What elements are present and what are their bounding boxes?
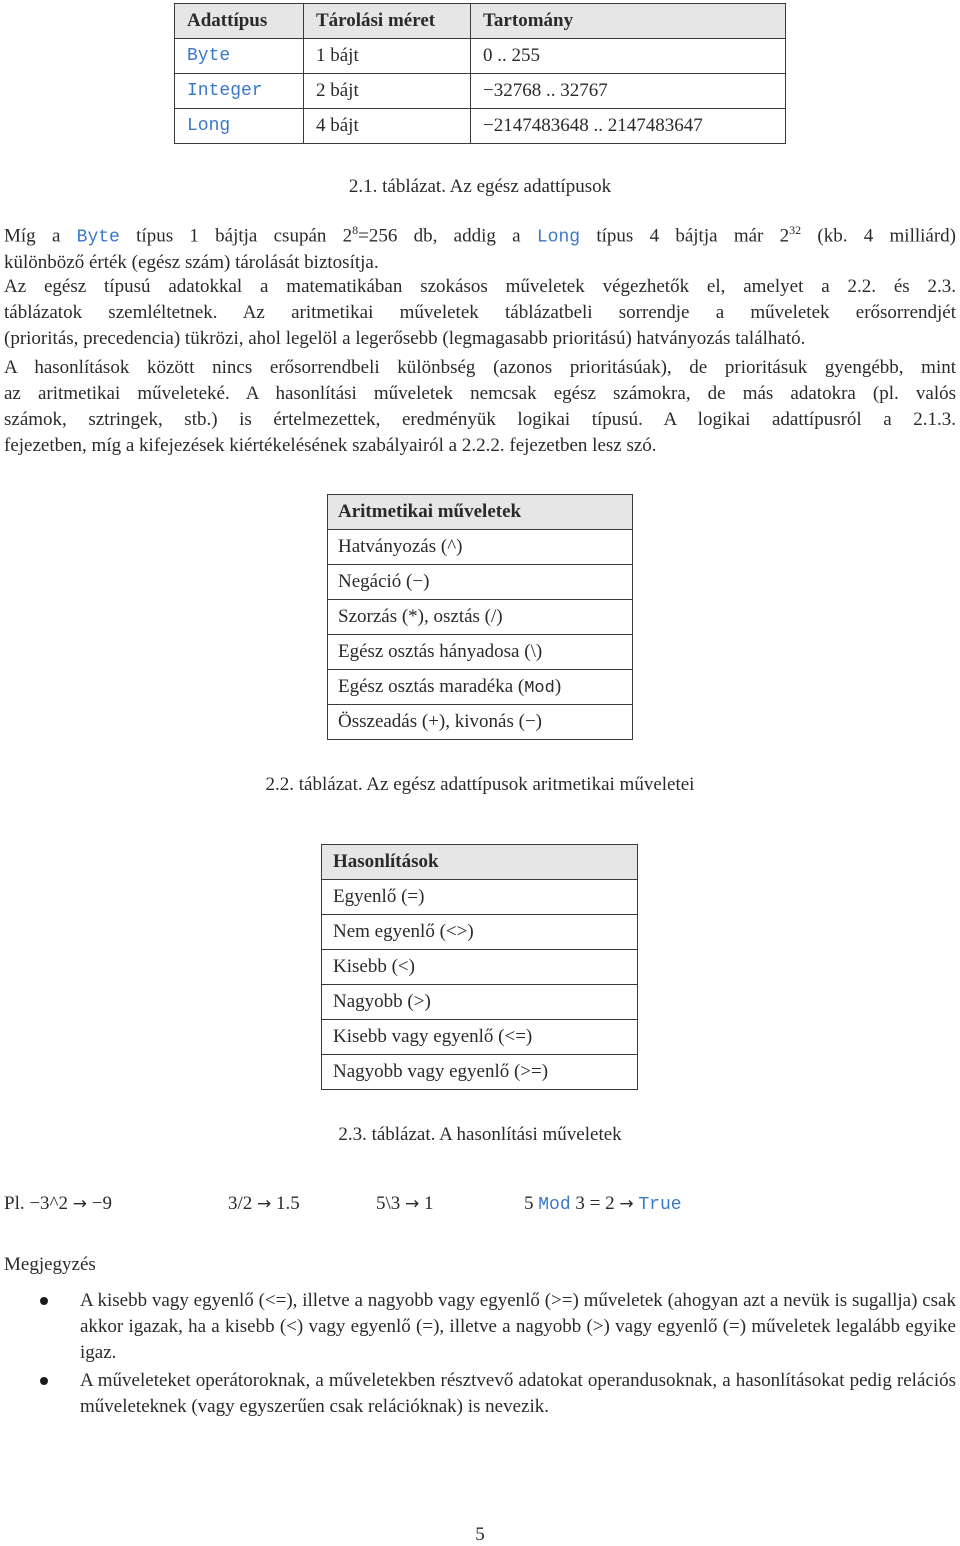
text: 5 [524, 1193, 539, 1214]
table-row [328, 600, 633, 635]
text: 3 = 2 [570, 1193, 615, 1214]
code-keyword: Byte [76, 227, 120, 248]
paragraph-line: A hasonlítások között nincs erősorrendbeli különbség (azonos prioritásúak), de prioritásuk gyengébb, mint [4, 357, 956, 378]
type-name-cell: Integer [175, 74, 304, 109]
table-caption: 2.3. táblázat. A hasonlítási műveletek [338, 1124, 622, 1145]
paragraph-line: táblázatok szemléltetnek. Az aritmetikai műveletek táblázatbeli sorrendje a műveletek erősorrendjét [4, 302, 956, 323]
list-item-text: A kisebb vagy egyenlő (<=), illetve a nagyobb vagy egyenlő (>=) műveletek (ahogyan azt a nevük is sugallja) csak akkor igazak, ha a kisebb (<) vagy egyenlő (=), illetve a nagyobb (>) vagy egyenlő (=) műveletek legalább egyike igaz. [80, 1290, 956, 1363]
page-number: 5 [475, 1524, 485, 1545]
example [376, 1193, 434, 1215]
range-cell: 0 .. 255 [471, 39, 786, 74]
table-header-cell: Tárolási méret [304, 4, 471, 39]
table-cell: Egész osztás hányadosa (\) [328, 635, 633, 670]
example [524, 1193, 682, 1215]
table-row [322, 985, 638, 1020]
table-row [328, 670, 633, 705]
text: −9 [91, 1193, 112, 1214]
table-cell: Összeadás (+), kivonás (−) [328, 705, 633, 740]
table-cell: Negáció (−) [328, 565, 633, 600]
list-item [0, 1288, 956, 1366]
arithmetic-operations-table [327, 494, 633, 740]
type-name-cell: Byte [175, 39, 304, 74]
arrow-icon: → [72, 1194, 87, 1214]
table-header-row [175, 4, 786, 39]
note-title: Megjegyzés [4, 1254, 96, 1275]
text: típus 4 bájtja már 2 [580, 225, 790, 247]
table-row [322, 950, 638, 985]
list-item-text: A műveleteket operátoroknak, a műveletekben résztvevő adatokat operandusoknak, a hasonlításokat pedig relációs műveleteknek (vagy egyszerűen csak relációknak) is nevezik. [80, 1370, 956, 1417]
size-cell: 4 bájt [304, 109, 471, 144]
paragraph-line: az aritmetikai műveleteké. A hasonlítási műveletek nemcsak egész számokra, de más adatokra (pl. valós [4, 383, 956, 404]
table-cell: Egyenlő (=) [322, 880, 638, 915]
examples-line [4, 1193, 956, 1221]
paragraph [4, 217, 956, 276]
table-row [328, 705, 633, 740]
table-cell [328, 670, 633, 705]
table-cell: Kisebb (<) [322, 950, 638, 985]
text: 1 [424, 1193, 434, 1214]
table-cell: Nem egyenlő (<>) [322, 915, 638, 950]
code-keyword: Long [536, 227, 581, 248]
table-cell: Kisebb vagy egyenlő (<=) [322, 1020, 638, 1055]
list-item [0, 1368, 956, 1420]
text: (kb. 4 milliárd) [801, 225, 956, 247]
exponent: 8 [352, 223, 359, 237]
example [228, 1193, 300, 1215]
size-cell: 2 bájt [304, 74, 471, 109]
table-row [322, 915, 638, 950]
table-cell: Nagyobb (>) [322, 985, 638, 1020]
arrow-icon: → [405, 1194, 420, 1214]
table-row [322, 1020, 638, 1055]
exponent: 32 [789, 223, 802, 237]
example [4, 1193, 112, 1215]
arrow-icon: → [619, 1194, 634, 1214]
table-row [322, 1055, 638, 1090]
size-cell: 1 bájt [304, 39, 471, 74]
table-row [328, 565, 633, 600]
table-row [328, 530, 633, 565]
table-caption: 2.2. táblázat. Az egész adattípusok aritmetikai műveletei [265, 774, 695, 795]
comparison-operations-table [321, 844, 638, 1090]
text: 3/2 [228, 1193, 253, 1214]
code-keyword: True [638, 1195, 682, 1215]
table-caption: 2.1. táblázat. Az egész adattípusok [348, 176, 612, 197]
table-row [175, 74, 786, 109]
range-cell: −2147483648 .. 2147483647 [471, 109, 786, 144]
text: ) [554, 676, 562, 697]
paragraph-line: fejezetben, míg a kifejezések kiértékelésének szabályairól a 2.2.2. fejezetben lesz szó. [4, 435, 657, 456]
table-cell: Nagyobb vagy egyenlő (>=) [322, 1055, 638, 1090]
text: =256 db, addig a [358, 225, 537, 247]
integer-types-table [174, 3, 786, 144]
text: Míg a [4, 225, 77, 247]
paragraph [4, 274, 956, 352]
paragraph [4, 355, 956, 459]
table-row [322, 880, 638, 915]
bullet-icon [40, 1297, 48, 1305]
table-header-cell: Hasonlítások [322, 845, 638, 880]
table-row [328, 635, 633, 670]
paragraph-line: számok, sztringek, stb.) is értelmezettek, eredményük logikai típusú. A logikai adattípusról a 2.1.3. [4, 409, 956, 430]
text: típus 1 bájtja csupán 2 [119, 225, 353, 247]
text: Pl. −3^2 [4, 1193, 68, 1214]
text: 1.5 [276, 1193, 300, 1214]
table-cell: Hatványozás (^) [328, 530, 633, 565]
code-keyword: Mod [538, 1195, 571, 1215]
text: 5\3 [376, 1193, 401, 1214]
paragraph-line: különböző érték (egész szám) tárolását biztosítja. [4, 252, 379, 274]
arrow-icon: → [257, 1194, 272, 1214]
table-header-cell: Aritmetikai műveletek [328, 495, 633, 530]
note-list [0, 1288, 956, 1422]
table-row [175, 109, 786, 144]
table-header-row [322, 845, 638, 880]
paragraph-line: Az egész típusú adatokkal a matematikában szokásos műveletek végezhetők el, amelyet a 2.2. és 2.3. [4, 276, 956, 297]
bullet-icon [40, 1377, 48, 1385]
type-name-cell: Long [175, 109, 304, 144]
table-header-cell: Tartomány [471, 4, 786, 39]
table-cell: Szorzás (*), osztás (/) [328, 600, 633, 635]
text: Egész osztás maradéka ( [338, 676, 525, 697]
table-header-cell: Adattípus [175, 4, 304, 39]
table-header-row [328, 495, 633, 530]
range-cell: −32768 .. 32767 [471, 74, 786, 109]
code-keyword: Mod [524, 679, 555, 698]
paragraph-line: (prioritás, precedencia) tükrözi, ahol legelöl a legerősebb (legmagasabb prioritású) hatványozás található. [4, 328, 806, 349]
paragraph-line [4, 217, 956, 250]
table-row [175, 39, 786, 74]
